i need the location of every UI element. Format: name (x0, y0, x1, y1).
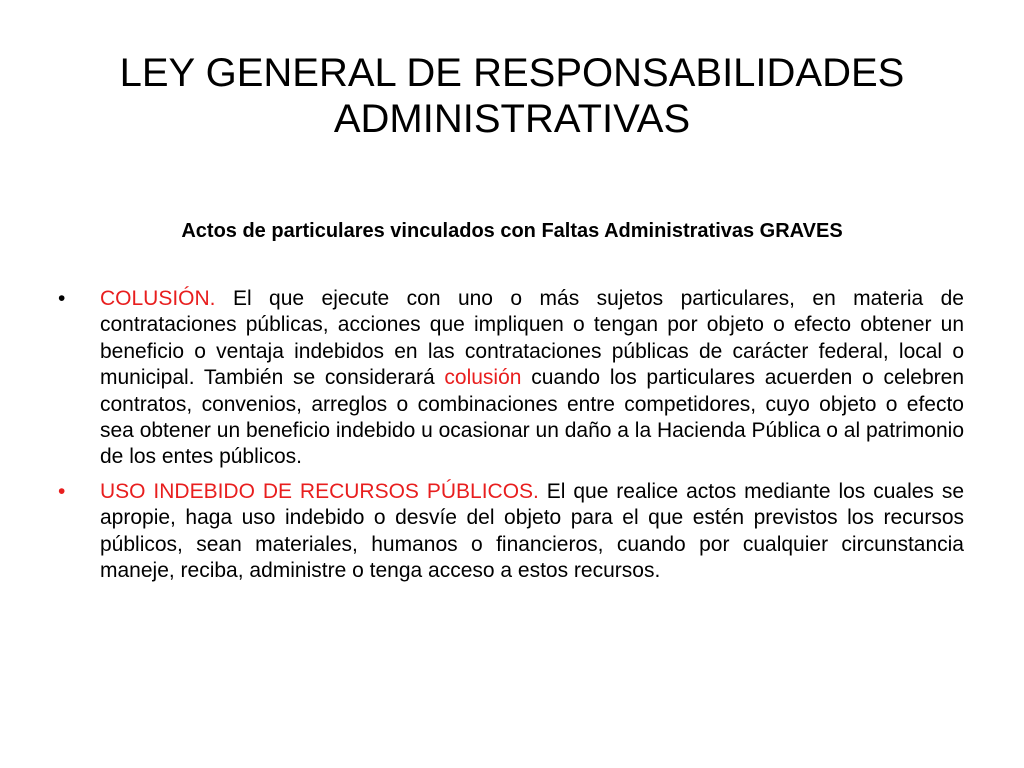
slide-subtitle: Actos de particulares vinculados con Faltas Administrativas GRAVES (181, 220, 843, 242)
bullet-list (58, 286, 964, 592)
bullet-text: El que ejecute con uno o más sujetos particulares, en materia de contrataciones públicas, acciones que impliquen o tengan por objeto o efecto obtener un beneficio o ventaja indebidos en las contrataciones públicas de carácter federal, local o municipal. También se considerará (100, 287, 964, 390)
bullet-highlight: colusión (444, 366, 522, 390)
bullet-term: USO INDEBIDO DE RECURSOS PÚBLICOS. (100, 479, 539, 503)
bullet-text: cuando los particulares acuerden o celebren contratos, convenios, arreglos o combinaciones entre competidores, cuyo objeto o efecto sea obtener un beneficio indebido u ocasionar un daño a la Hacienda Pública o al patrimonio de los entes públicos. (100, 366, 964, 469)
bullet-term: COLUSIÓN. (100, 287, 216, 310)
bullet-icon: • (58, 479, 66, 503)
bullet-text: El que realice actos mediante los cuales se apropie, haga uso indebido o desvíe del objeto para el que estén previstos los recursos públicos, sean materiales, humanos o financieros, cuando por cualquier circunstancia maneje, reciba, administre o tenga acceso a estos recursos. (100, 479, 964, 583)
bullet-item-uso-indebido (58, 479, 964, 585)
bullet-item-colusion (58, 286, 964, 471)
slide-title: LEY GENERAL DE RESPONSABILIDADES ADMINISTRATIVAS (119, 51, 905, 141)
bullet-icon: • (58, 287, 66, 310)
